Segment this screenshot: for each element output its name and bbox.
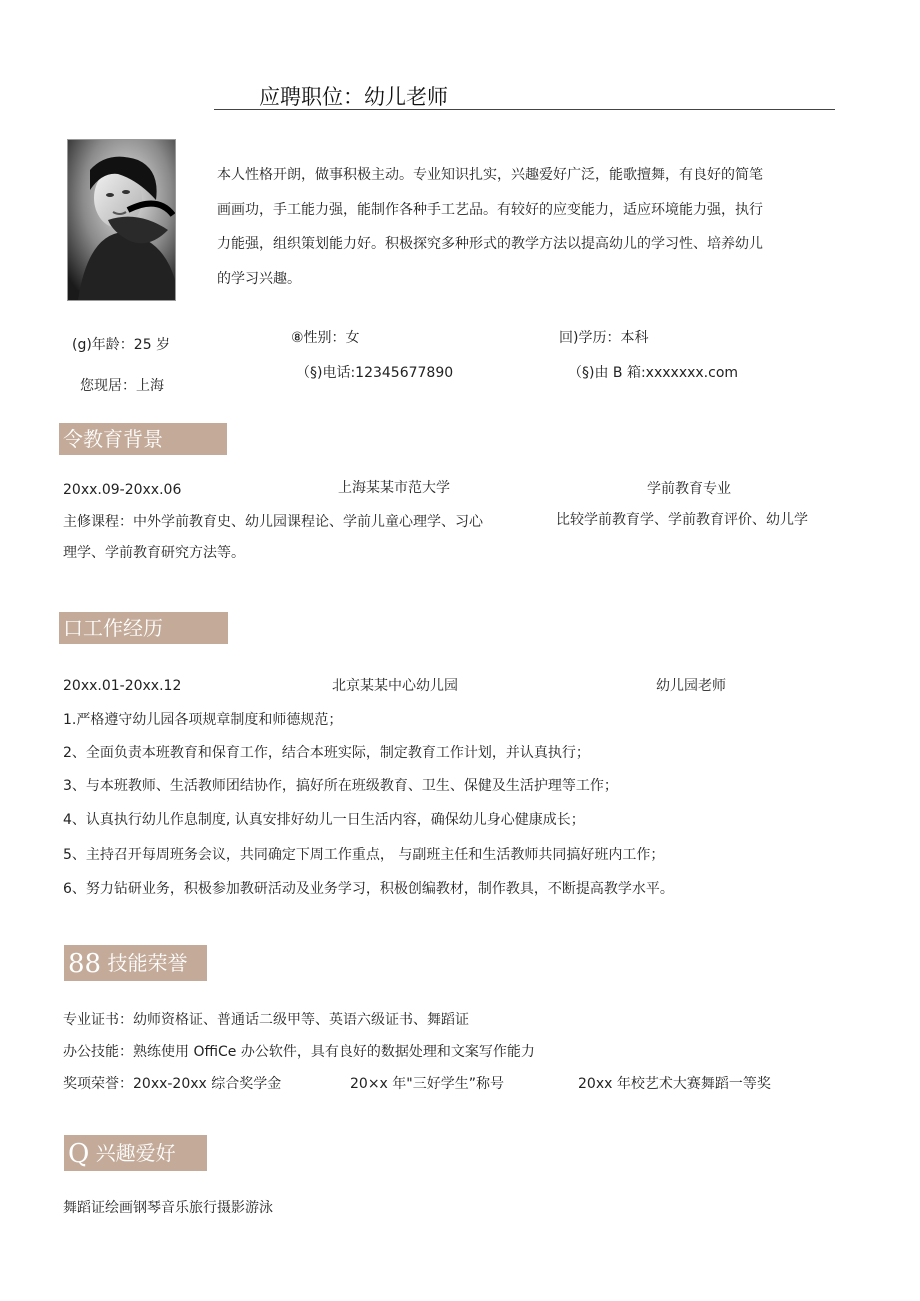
awards-line: 奖项荣誉：20xx-20xx 综合奖学金 — [63, 1076, 282, 1092]
duty-item: 2、全面负责本班教育和保育工作，结合本班实际，制定教育工作计划，并认真执行； — [63, 745, 590, 761]
summary-line: 力能强，组织策划能力好。积极探究多种形式的教学方法以提高幼儿的学习性、培养幼儿 — [217, 236, 763, 252]
portrait-photo — [67, 139, 176, 301]
summary-line: 画画功，手工能力强，能制作各种手工艺品。有较好的应变能力，适应环境能力强，执行 — [217, 201, 763, 218]
work-section-title: 口工作经历 — [63, 616, 163, 640]
duty-item: 3、与本班教师、生活教师团结协作，搞好所在班级教育、卫生、保健及生活护理等工作； — [63, 778, 618, 794]
age-info: (g)年龄：25 岁 — [72, 337, 171, 353]
summary-line: 的学习兴趣。 — [217, 270, 301, 287]
summary-line: 本人性格开朗，做事积极主动。专业知识扎实，兴趣爱好广泛，能歌擅舞，有良好的简笔 — [217, 167, 763, 183]
award-item: 20×x 年"三好学生”称号 — [350, 1076, 504, 1092]
education-section-header — [59, 423, 227, 455]
duty-item: 4、认真执行幼儿作息制度, 认真安排好幼儿一日生活内容，确保幼儿身心健康成长； — [63, 812, 585, 828]
email-info: （§)由 B 箱:xxxxxxx.com — [568, 365, 739, 381]
residence-info: 您现居：上海 — [80, 378, 164, 394]
work-company: 北京某某中心幼儿园 — [332, 678, 458, 694]
header-divider — [214, 109, 835, 110]
hobby-icon: Q — [68, 1139, 90, 1169]
education-info: 回)学历：本科 — [559, 330, 649, 346]
skills-section-title: 技能荣誉 — [107, 951, 188, 975]
education-period: 20xx.09-20xx.06 — [63, 482, 182, 498]
education-section-title: 令教育背景 — [63, 427, 163, 451]
duty-item: 6、努力钻研业务，积极参加教研活动及业务学习，积极创编教材，制作教具，不断提高教学水平。 — [63, 881, 674, 897]
duty-item: 5、主持召开每周班务会议，共同确定下周工作重点， 与副班主任和生活教师共同搞好班内工作； — [63, 847, 665, 863]
certificates-line: 专业证书：幼师资格证、普通话二级甲等、英语六级证书、舞蹈证 — [63, 1012, 469, 1028]
work-section-header — [59, 612, 228, 644]
skills-icon: 88 — [68, 949, 102, 979]
phone-info: （§)电话:12345677890 — [296, 365, 454, 381]
hobbies-line: 舞蹈证绘画钢琴音乐旅行摄影游泳 — [63, 1200, 273, 1216]
portrait-image — [68, 140, 175, 300]
education-major: 学前教育专业 — [647, 481, 731, 497]
skills-section-header — [64, 945, 207, 981]
gender-info: ⑧性别：女 — [291, 330, 360, 346]
duty-item: 1.严格遵守幼儿园各项规章制度和师德规范； — [63, 712, 343, 728]
self-summary — [217, 158, 827, 296]
award-item: 20xx 年校艺术大赛舞蹈一等奖 — [578, 1076, 771, 1092]
work-period: 20xx.01-20xx.12 — [63, 678, 182, 694]
position-title: 应聘职位：幼儿老师 — [259, 85, 448, 109]
courses-line: 理学、学前教育研究方法等。 — [63, 545, 245, 561]
hobby-section-header — [64, 1135, 207, 1171]
education-school: 上海某某市范大学 — [338, 480, 450, 496]
hobby-section-title: 兴趣爱好 — [95, 1141, 176, 1165]
office-skills-line: 办公技能：熟练使用 OffiCe 办公软件，具有良好的数据处理和文案写作能力 — [63, 1044, 535, 1060]
courses-line: 比较学前教育学、学前教育评价、幼儿学 — [556, 512, 808, 528]
work-role: 幼儿园老师 — [656, 678, 726, 694]
courses-line: 主修课程：中外学前教育史、幼儿园课程论、学前儿童心理学、习心 — [63, 514, 483, 530]
